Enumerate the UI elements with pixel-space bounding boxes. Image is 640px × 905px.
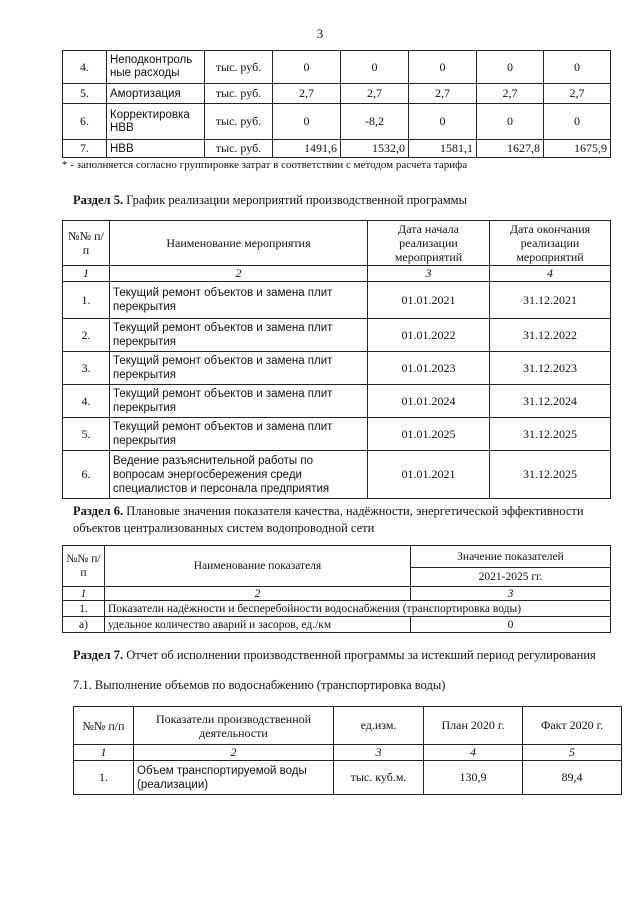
row-unit: тыс. руб. <box>205 140 273 158</box>
section-label: Раздел 6. <box>73 504 124 518</box>
column-number: 1 <box>63 587 105 601</box>
value-cell: 1675,9 <box>544 140 611 158</box>
section-title: График реализации мероприятий производственной программы <box>126 193 467 207</box>
value-cell: 1491,6 <box>273 140 341 158</box>
value-cell: 1532,0 <box>341 140 409 158</box>
column-number: 1 <box>63 266 110 282</box>
table-row <box>63 84 611 104</box>
table-row <box>63 418 611 451</box>
footnote: * - заполняется согласно группировке затрат в соответствии с методом расчета тарифа <box>62 159 468 171</box>
start-date: 01.01.2024 <box>368 385 490 418</box>
value-cell: -8,2 <box>341 104 409 140</box>
header-cell: Значение показателей <box>411 546 611 568</box>
value-cell: 2,7 <box>409 84 477 104</box>
row-name: удельное количество аварий и засоров, ед./км <box>105 617 411 633</box>
header-cell: №№ п/п <box>63 546 105 587</box>
section-title: Отчет об исполнении производственной программы за истекший период регулирования <box>126 648 596 662</box>
row-number: 5. <box>63 418 110 451</box>
start-date: 01.01.2021 <box>368 282 490 319</box>
header-cell: 2021-2025 гг. <box>411 568 611 587</box>
row-number: а) <box>63 617 105 633</box>
value-cell: 0 <box>411 617 611 633</box>
value-cell: 0 <box>544 104 611 140</box>
value-cell: 0 <box>341 51 409 84</box>
table-row <box>63 385 611 418</box>
row-unit: тыс. руб. <box>205 84 273 104</box>
header-cell: Наименование мероприятия <box>110 221 368 266</box>
table-row <box>74 761 622 795</box>
column-number-row <box>63 587 611 601</box>
header-cell: №№ п/п <box>74 707 134 745</box>
row-number: 3. <box>63 352 110 385</box>
row-name: Объем транспортируемой воды (реализации) <box>134 761 334 795</box>
end-date: 31.12.2021 <box>490 282 611 319</box>
indicators-table <box>62 545 611 633</box>
row-number: 1. <box>63 282 110 319</box>
row-number: 7. <box>63 140 107 158</box>
end-date: 31.12.2024 <box>490 385 611 418</box>
row-name: Текущий ремонт объектов и замена плит перекрытия <box>110 418 368 451</box>
header-cell: ед.изм. <box>334 707 424 745</box>
column-number-row <box>63 266 611 282</box>
table-row <box>63 352 611 385</box>
start-date: 01.01.2023 <box>368 352 490 385</box>
value-cell: 1581,1 <box>409 140 477 158</box>
value-cell: 1627,8 <box>477 140 544 158</box>
plan-value: 130,9 <box>424 761 523 795</box>
column-number: 3 <box>411 587 611 601</box>
row-name: Ведение разъяснительной работы по вопросам энергосбережения среди специалистов и персонала предприятия <box>110 451 368 499</box>
section-label: Раздел 5. <box>73 193 124 207</box>
header-cell: №№ п/п <box>63 221 110 266</box>
page-number: 3 <box>316 26 324 41</box>
value-cell: 0 <box>409 51 477 84</box>
value-cell: 2,7 <box>477 84 544 104</box>
row-name: Текущий ремонт объектов и замена плит перекрытия <box>110 352 368 385</box>
end-date: 31.12.2023 <box>490 352 611 385</box>
table-row <box>63 140 611 158</box>
schedule-table <box>62 220 611 499</box>
table-row <box>63 282 611 319</box>
row-unit: тыс. руб. <box>205 104 273 140</box>
value-cell: 0 <box>477 51 544 84</box>
row-name: Амортизация <box>107 84 205 104</box>
column-number: 1 <box>74 745 134 761</box>
row-number: 5. <box>63 84 107 104</box>
section-title: Плановые значения показателя качества, надёжности, энергетической эффективности объектов централизованных систем водопроводной сети <box>73 504 584 535</box>
end-date: 31.12.2022 <box>490 319 611 352</box>
group-name: Показатели надёжности и бесперебойности водоснабжения (транспортировка воды) <box>105 601 611 617</box>
table-header-row <box>63 546 611 568</box>
value-cell: 0 <box>477 104 544 140</box>
header-cell: Факт 2020 г. <box>523 707 622 745</box>
table-row <box>63 319 611 352</box>
column-number: 2 <box>134 745 334 761</box>
header-cell: План 2020 г. <box>424 707 523 745</box>
row-number: 4. <box>63 385 110 418</box>
column-number: 5 <box>523 745 622 761</box>
section-label: Раздел 7. <box>73 648 124 662</box>
value-cell: 2,7 <box>341 84 409 104</box>
column-number: 3 <box>334 745 424 761</box>
report-table <box>73 706 622 795</box>
row-name: Текущий ремонт объектов и замена плит перекрытия <box>110 385 368 418</box>
header-cell: Наименование показателя <box>105 546 411 587</box>
column-number: 4 <box>490 266 611 282</box>
row-number: 4. <box>63 51 107 84</box>
start-date: 01.01.2021 <box>368 451 490 499</box>
value-cell: 0 <box>409 104 477 140</box>
row-name: НВВ <box>107 140 205 158</box>
row-number: 1. <box>63 601 105 617</box>
row-name: Неподконтроль ные расходы <box>107 51 205 84</box>
value-cell: 0 <box>273 51 341 84</box>
table-row <box>63 451 611 499</box>
nvv-table <box>62 50 611 158</box>
column-number-row <box>74 745 622 761</box>
start-date: 01.01.2022 <box>368 319 490 352</box>
row-name: Текущий ремонт объектов и замена плит перекрытия <box>110 319 368 352</box>
row-number: 1. <box>74 761 134 795</box>
row-number: 6. <box>63 451 110 499</box>
header-cell: Показатели производственной деятельности <box>134 707 334 745</box>
column-number: 4 <box>424 745 523 761</box>
end-date: 31.12.2025 <box>490 418 611 451</box>
end-date: 31.12.2025 <box>490 451 611 499</box>
row-number: 2. <box>63 319 110 352</box>
header-cell: Дата начала реализации мероприятий <box>368 221 490 266</box>
row-name: Текущий ремонт объектов и замена плит перекрытия <box>110 282 368 319</box>
section7-subtitle: 7.1. Выполнение объемов по водоснабжению (транспортировка воды) <box>73 678 446 692</box>
value-cell: 0 <box>273 104 341 140</box>
value-cell: 2,7 <box>544 84 611 104</box>
header-cell: Дата окончания реализации мероприятий <box>490 221 611 266</box>
row-number: 6. <box>63 104 107 140</box>
column-number: 2 <box>110 266 368 282</box>
table-row <box>63 104 611 140</box>
table-row <box>63 617 611 633</box>
table-header-row <box>74 707 622 745</box>
table-header-row <box>63 221 611 266</box>
section5-heading <box>73 192 467 209</box>
row-name: Корректировка НВВ <box>107 104 205 140</box>
column-number: 2 <box>105 587 411 601</box>
row-unit: тыс. руб. <box>205 51 273 84</box>
start-date: 01.01.2025 <box>368 418 490 451</box>
section6-heading <box>73 503 618 537</box>
value-cell: 2,7 <box>273 84 341 104</box>
row-unit: тыс. куб.м. <box>334 761 424 795</box>
table-row <box>63 51 611 84</box>
column-number: 3 <box>368 266 490 282</box>
table-row <box>63 601 611 617</box>
fact-value: 89,4 <box>523 761 622 795</box>
value-cell: 0 <box>544 51 611 84</box>
section7-heading <box>73 647 596 664</box>
